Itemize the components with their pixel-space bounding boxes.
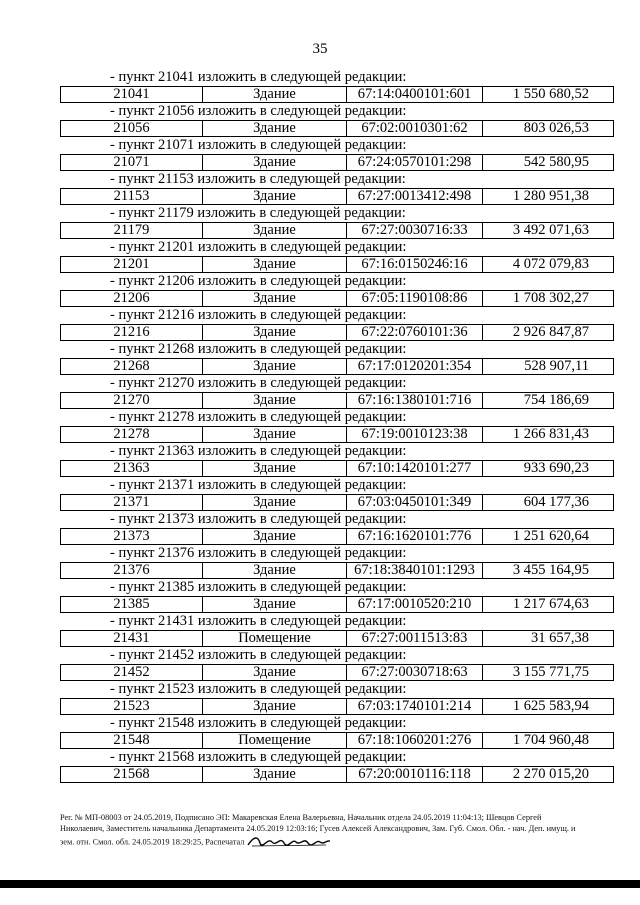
registration-footer <box>60 812 615 851</box>
amendment-entry <box>60 342 614 376</box>
item-number-cell: 21056 <box>61 121 203 136</box>
cadastral-number-cell: 67:27:0030718:63 <box>347 665 483 680</box>
cadastral-value-cell: 1 217 674,63 <box>512 597 589 612</box>
object-type-cell: Здание <box>203 121 347 136</box>
footer-line-3-text: зем. отн. Смол. обл. 24.05.2019 18:29:25, Распечатал <box>60 837 245 847</box>
item-number-cell: 21548 <box>61 733 203 748</box>
amendment-entry <box>60 614 614 648</box>
table-row <box>60 494 614 511</box>
item-number-cell: 21179 <box>61 223 203 238</box>
amendment-entry <box>60 444 614 478</box>
amendment-entry <box>60 240 614 274</box>
item-number-cell: 21568 <box>61 767 203 782</box>
amendment-heading: - пункт 21041 изложить в следующей редакции: <box>110 69 407 85</box>
object-type-cell: Здание <box>203 257 347 272</box>
item-number-cell: 21363 <box>61 461 203 476</box>
amendment-heading: - пункт 21071 изложить в следующей редакции: <box>110 137 407 153</box>
amendment-entry <box>60 682 614 716</box>
item-number-cell: 21216 <box>61 325 203 340</box>
object-type-cell: Здание <box>203 223 347 238</box>
item-number-cell: 21201 <box>61 257 203 272</box>
item-number-cell: 21431 <box>61 631 203 646</box>
table-row <box>60 562 614 579</box>
amendment-heading: - пункт 21270 изложить в следующей редакции: <box>110 375 407 391</box>
amendment-list <box>60 70 614 784</box>
amendment-heading: - пункт 21373 изложить в следующей редакции: <box>110 511 407 527</box>
cadastral-number-cell: 67:02:0010301:62 <box>347 121 483 136</box>
cadastral-number-cell: 67:18:1060201:276 <box>347 733 483 748</box>
cadastral-value-cell: 604 177,36 <box>523 495 589 510</box>
cadastral-number-cell: 67:20:0010116:118 <box>347 767 483 782</box>
amendment-entry <box>60 546 614 580</box>
object-type-cell: Здание <box>203 325 347 340</box>
cadastral-number-cell: 67:27:0011513:83 <box>347 631 483 646</box>
cadastral-number-cell: 67:17:0120201:354 <box>347 359 483 374</box>
amendment-entry <box>60 648 614 682</box>
cadastral-value-cell: 933 690,23 <box>523 461 589 476</box>
item-number-cell: 21523 <box>61 699 203 714</box>
amendment-heading: - пункт 21523 изложить в следующей редакции: <box>110 681 407 697</box>
cadastral-value-cell: 31 657,38 <box>531 631 589 646</box>
table-row <box>60 460 614 477</box>
amendment-heading: - пункт 21216 изложить в следующей редакции: <box>110 307 407 323</box>
page-number: 35 <box>312 41 328 57</box>
item-number-cell: 21270 <box>61 393 203 408</box>
object-type-cell: Здание <box>203 461 347 476</box>
amendment-entry <box>60 206 614 240</box>
cadastral-value-cell: 1 708 302,27 <box>512 291 589 306</box>
object-type-cell: Здание <box>203 359 347 374</box>
amendment-heading: - пункт 21179 изложить в следующей редакции: <box>110 205 406 221</box>
table-row <box>60 154 614 171</box>
amendment-heading: - пункт 21371 изложить в следующей редакции: <box>110 477 407 493</box>
cadastral-number-cell: 67:19:0010123:38 <box>347 427 483 442</box>
amendment-entry <box>60 274 614 308</box>
table-row <box>60 392 614 409</box>
footer-line-2: Николаевич, Заместитель начальника Департамента 24.05.2019 12:03:16; Гусев Алексей Александрович, Зам. Губ. Смол. Обл. - нач. Деп. имущ. и <box>60 824 576 833</box>
amendment-heading: - пункт 21385 изложить в следующей редакции: <box>110 579 407 595</box>
item-number-cell: 21071 <box>61 155 203 170</box>
item-number-cell: 21376 <box>61 563 203 578</box>
table-row <box>60 120 614 137</box>
table-row <box>60 698 614 715</box>
table-row <box>60 358 614 375</box>
object-type-cell: Здание <box>203 87 347 102</box>
item-number-cell: 21452 <box>61 665 203 680</box>
amendment-entry <box>60 376 614 410</box>
cadastral-number-cell: 67:14:0400101:601 <box>347 87 483 102</box>
table-row <box>60 256 614 273</box>
amendment-entry <box>60 70 614 104</box>
object-type-cell: Здание <box>203 563 347 578</box>
table-row <box>60 630 614 647</box>
amendment-entry <box>60 172 614 206</box>
cadastral-number-cell: 67:05:1190108:86 <box>347 291 483 306</box>
table-row <box>60 528 614 545</box>
cadastral-value-cell: 542 580,95 <box>523 155 589 170</box>
table-row <box>60 324 614 341</box>
cadastral-value-cell: 1 704 960,48 <box>512 733 589 748</box>
table-row <box>60 596 614 613</box>
cadastral-number-cell: 67:17:0010520:210 <box>347 597 483 612</box>
cadastral-number-cell: 67:03:0450101:349 <box>347 495 483 510</box>
item-number-cell: 21206 <box>61 291 203 306</box>
table-row <box>60 188 614 205</box>
amendment-entry <box>60 138 614 172</box>
cadastral-value-cell: 3 492 071,63 <box>512 223 589 238</box>
amendment-entry <box>60 750 614 784</box>
footer-line-3 <box>60 834 615 851</box>
amendment-heading: - пункт 21376 изложить в следующей редакции: <box>110 545 407 561</box>
object-type-cell: Здание <box>203 189 347 204</box>
object-type-cell: Здание <box>203 767 347 782</box>
amendment-heading: - пункт 21206 изложить в следующей редакции: <box>110 273 407 289</box>
item-number-cell: 21278 <box>61 427 203 442</box>
item-number-cell: 21385 <box>61 597 203 612</box>
footer-line-1: Рег. № МП-08003 от 24.05.2019, Подписано ЭП: Макаревская Елена Валерьевна, Начальник отдела 24.05.2019 11:04:13; Шевцов Сергей <box>60 813 542 822</box>
cadastral-value-cell: 1 266 831,43 <box>512 427 589 442</box>
object-type-cell: Помещение <box>203 631 347 646</box>
table-row <box>60 664 614 681</box>
amendment-heading: - пункт 21278 изложить в следующей редакции: <box>110 409 407 425</box>
amendment-heading: - пункт 21548 изложить в следующей редакции: <box>110 715 407 731</box>
object-type-cell: Здание <box>203 291 347 306</box>
item-number-cell: 21041 <box>61 87 203 102</box>
table-row <box>60 290 614 307</box>
object-type-cell: Здание <box>203 665 347 680</box>
item-number-cell: 21153 <box>61 189 203 204</box>
object-type-cell: Здание <box>203 427 347 442</box>
cadastral-value-cell: 3 455 164,95 <box>512 563 589 578</box>
cadastral-value-cell: 754 186,69 <box>523 393 589 408</box>
signature-icon <box>246 834 332 851</box>
item-number-cell: 21371 <box>61 495 203 510</box>
table-row <box>60 86 614 103</box>
amendment-entry <box>60 580 614 614</box>
cadastral-value-cell: 1 550 680,52 <box>512 87 589 102</box>
amendment-entry <box>60 478 614 512</box>
cadastral-value-cell: 1 251 620,64 <box>512 529 589 544</box>
table-row <box>60 766 614 783</box>
cadastral-number-cell: 67:24:0570101:298 <box>347 155 483 170</box>
object-type-cell: Здание <box>203 529 347 544</box>
amendment-heading: - пункт 21568 изложить в следующей редакции: <box>110 749 407 765</box>
amendment-heading: - пункт 21201 изложить в следующей редакции: <box>110 239 407 255</box>
amendment-heading: - пункт 21153 изложить в следующей редакции: <box>110 171 406 187</box>
table-row <box>60 732 614 749</box>
object-type-cell: Здание <box>203 495 347 510</box>
scan-bottom-border <box>0 880 640 888</box>
amendment-entry <box>60 410 614 444</box>
amendment-heading: - пункт 21056 изложить в следующей редакции: <box>110 103 407 119</box>
cadastral-value-cell: 2 270 015,20 <box>512 767 589 782</box>
table-row <box>60 222 614 239</box>
object-type-cell: Помещение <box>203 733 347 748</box>
cadastral-number-cell: 67:10:1420101:277 <box>347 461 483 476</box>
item-number-cell: 21268 <box>61 359 203 374</box>
amendment-entry <box>60 512 614 546</box>
amendment-heading: - пункт 21431 изложить в следующей редакции: <box>110 613 407 629</box>
cadastral-number-cell: 67:27:0030716:33 <box>347 223 483 238</box>
object-type-cell: Здание <box>203 597 347 612</box>
object-type-cell: Здание <box>203 393 347 408</box>
object-type-cell: Здание <box>203 699 347 714</box>
cadastral-value-cell: 3 155 771,75 <box>512 665 589 680</box>
table-row <box>60 426 614 443</box>
amendment-heading: - пункт 21363 изложить в следующей редакции: <box>110 443 407 459</box>
amendment-entry <box>60 308 614 342</box>
cadastral-number-cell: 67:27:0013412:498 <box>347 189 483 204</box>
amendment-entry <box>60 104 614 138</box>
cadastral-value-cell: 1 280 951,38 <box>512 189 589 204</box>
cadastral-number-cell: 67:16:1620101:776 <box>347 529 483 544</box>
cadastral-value-cell: 4 072 079,83 <box>512 257 589 272</box>
cadastral-number-cell: 67:16:1380101:716 <box>347 393 483 408</box>
cadastral-value-cell: 528 907,11 <box>524 359 589 374</box>
cadastral-value-cell: 803 026,53 <box>523 121 589 136</box>
item-number-cell: 21373 <box>61 529 203 544</box>
amendment-entry <box>60 716 614 750</box>
cadastral-number-cell: 67:22:0760101:36 <box>347 325 483 340</box>
amendment-heading: - пункт 21268 изложить в следующей редакции: <box>110 341 407 357</box>
cadastral-value-cell: 1 625 583,94 <box>512 699 589 714</box>
cadastral-number-cell: 67:16:0150246:16 <box>347 257 483 272</box>
cadastral-number-cell: 67:18:3840101:1293 <box>347 563 483 578</box>
cadastral-value-cell: 2 926 847,87 <box>512 325 589 340</box>
cadastral-number-cell: 67:03:1740101:214 <box>347 699 483 714</box>
object-type-cell: Здание <box>203 155 347 170</box>
amendment-heading: - пункт 21452 изложить в следующей редакции: <box>110 647 407 663</box>
